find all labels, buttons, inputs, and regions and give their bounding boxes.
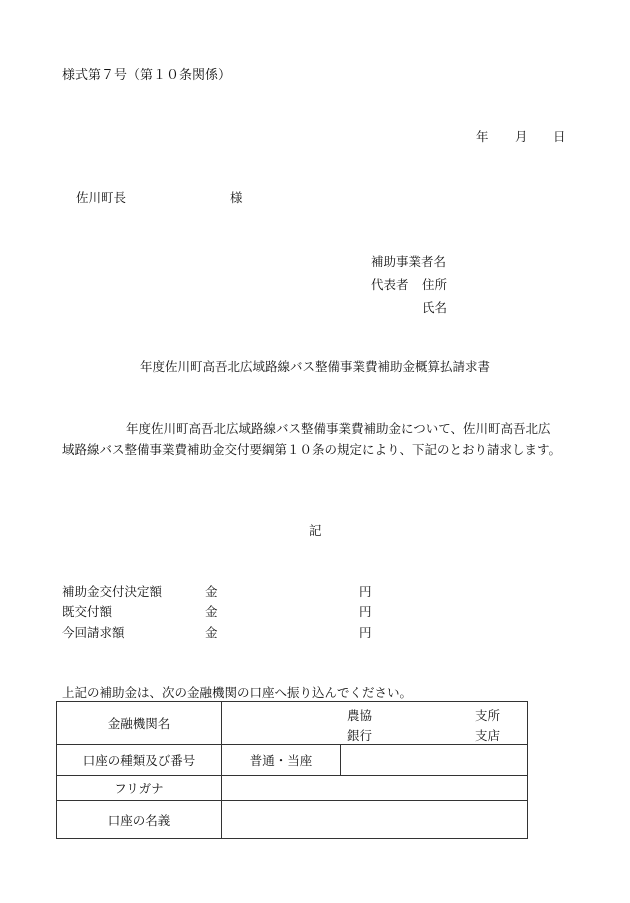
account-label: 口座の種類及び番号 (82, 753, 196, 768)
institution-label-cell (57, 702, 222, 745)
amount-label: 補助金交付決定額 (62, 584, 163, 599)
shisho-label: 支所 (475, 708, 501, 723)
address-label: 住所 (422, 277, 448, 292)
holder-value-cell[interactable] (222, 801, 528, 839)
amount-prefix: 金 (205, 625, 218, 640)
furigana-label: フリガナ (114, 781, 164, 796)
form-number: 様式第７号（第１０条関係） (62, 68, 232, 83)
document-title: 年度佐川町高吾北広域路線バス整備事業費補助金概算払請求書 (140, 359, 491, 374)
account-type-cell[interactable] (222, 745, 341, 776)
representative-label: 代表者 (371, 277, 409, 292)
nokyo-label: 農協 (347, 708, 373, 723)
account-label-cell (57, 745, 222, 776)
holder-label: 口座の名義 (107, 812, 171, 828)
amount-prefix: 金 (205, 584, 218, 599)
bank-account-table (56, 701, 528, 839)
transfer-note: 上記の補助金は、次の金融機関の口座へ振り込んでください。 (62, 685, 413, 700)
name-label: 氏名 (422, 300, 448, 315)
furigana-value-cell[interactable] (222, 776, 528, 801)
amount-unit: 円 (359, 604, 372, 619)
shiten-label: 支店 (475, 728, 501, 743)
ki-heading: 記 (309, 523, 322, 538)
account-type: 普通・当座 (249, 753, 313, 768)
ginko-label: 銀行 (347, 728, 373, 743)
institution-label: 金融機関名 (107, 716, 171, 731)
addressee-name: 佐川町長 (76, 190, 127, 205)
date-year: 年 (476, 129, 489, 144)
amount-unit: 円 (359, 625, 372, 640)
amount-label: 今回請求額 (62, 625, 125, 640)
amount-unit: 円 (359, 584, 372, 599)
business-label: 補助事業者名 (371, 254, 447, 269)
amount-label: 既交付額 (62, 604, 113, 619)
date-month: 月 (515, 129, 528, 144)
institution-value-cell[interactable] (222, 702, 528, 745)
furigana-label-cell (57, 776, 222, 801)
account-number-cell[interactable] (341, 745, 528, 776)
amount-prefix: 金 (205, 604, 218, 619)
addressee-honorific: 様 (230, 190, 243, 205)
body-line-2: 域路線バス整備事業費補助金交付要綱第１０条の規定により、下記のとおり請求します。 (62, 442, 562, 457)
holder-label-cell (57, 801, 222, 839)
date-day: 日 (553, 129, 566, 144)
body-line-1: 年度佐川町高吾北広域路線バス整備事業費補助金について、佐川町高吾北広 (126, 421, 551, 436)
